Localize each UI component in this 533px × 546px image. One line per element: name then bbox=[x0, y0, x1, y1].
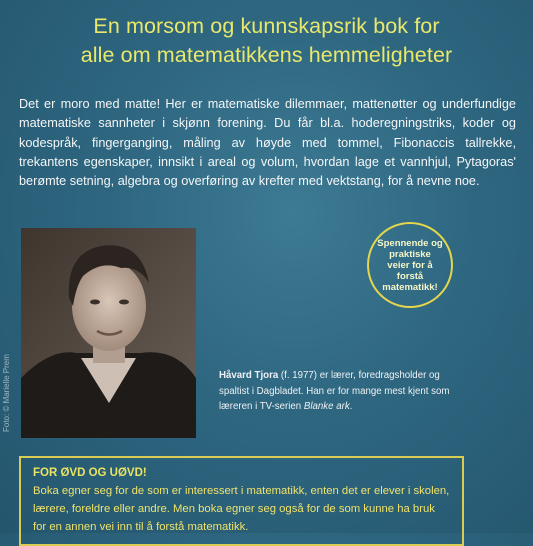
headline-line-2: alle om matematikkens hemmeligheter bbox=[80, 43, 453, 67]
description-paragraph: Det er moro med matte! Her er matematiske dilemmaer, mattenøtter og underfundige matematiske sannheter i skjønn forening. Du får bl.a. hoderegningstriks, koder og kodespråk, fingerganging, måling av høyde med tommel, Fibonaccis tallrekke, trekantens egenskaper, innsikt i areal og volum, hvordan lage et vannhjul, Pytagoras' berømte setning, algebra og overføring av krefter med vektstang, for å nevne noe. bbox=[19, 97, 516, 189]
tv-series-title: Blanke ark bbox=[303, 401, 350, 412]
audience-box-text: Boka egner seg for de som er interessert i matematikk, enten det er elever i skolen, lærere, foreldre eller andre. Men boka egner seg også for de som kunne ha bruk for en annen vei inn til å forstå matematikk. bbox=[33, 485, 450, 533]
author-name: Håvard Tjora bbox=[219, 370, 279, 381]
headline-line-1: En morsom og kunnskapsrik bok for bbox=[93, 14, 440, 38]
promo-badge bbox=[367, 222, 453, 308]
author-bio-text: (f. 1977) er lærer, foredragsholder og spaltist i Dagbladet. Han er for mange mest kjent som læreren i TV-serien bbox=[219, 370, 450, 412]
headline bbox=[0, 12, 533, 70]
author-bio-end: . bbox=[349, 401, 353, 412]
audience-box-title: FOR ØVD OG UØVD! bbox=[33, 467, 147, 479]
author-portrait-image bbox=[21, 228, 196, 438]
author-bio bbox=[219, 368, 464, 415]
photo-credit: Foto: © Marielle Prem bbox=[2, 354, 11, 432]
author-photo bbox=[21, 228, 196, 438]
promo-badge-text: Spennende og praktiske veier for å forstå matematikk! bbox=[377, 237, 443, 293]
